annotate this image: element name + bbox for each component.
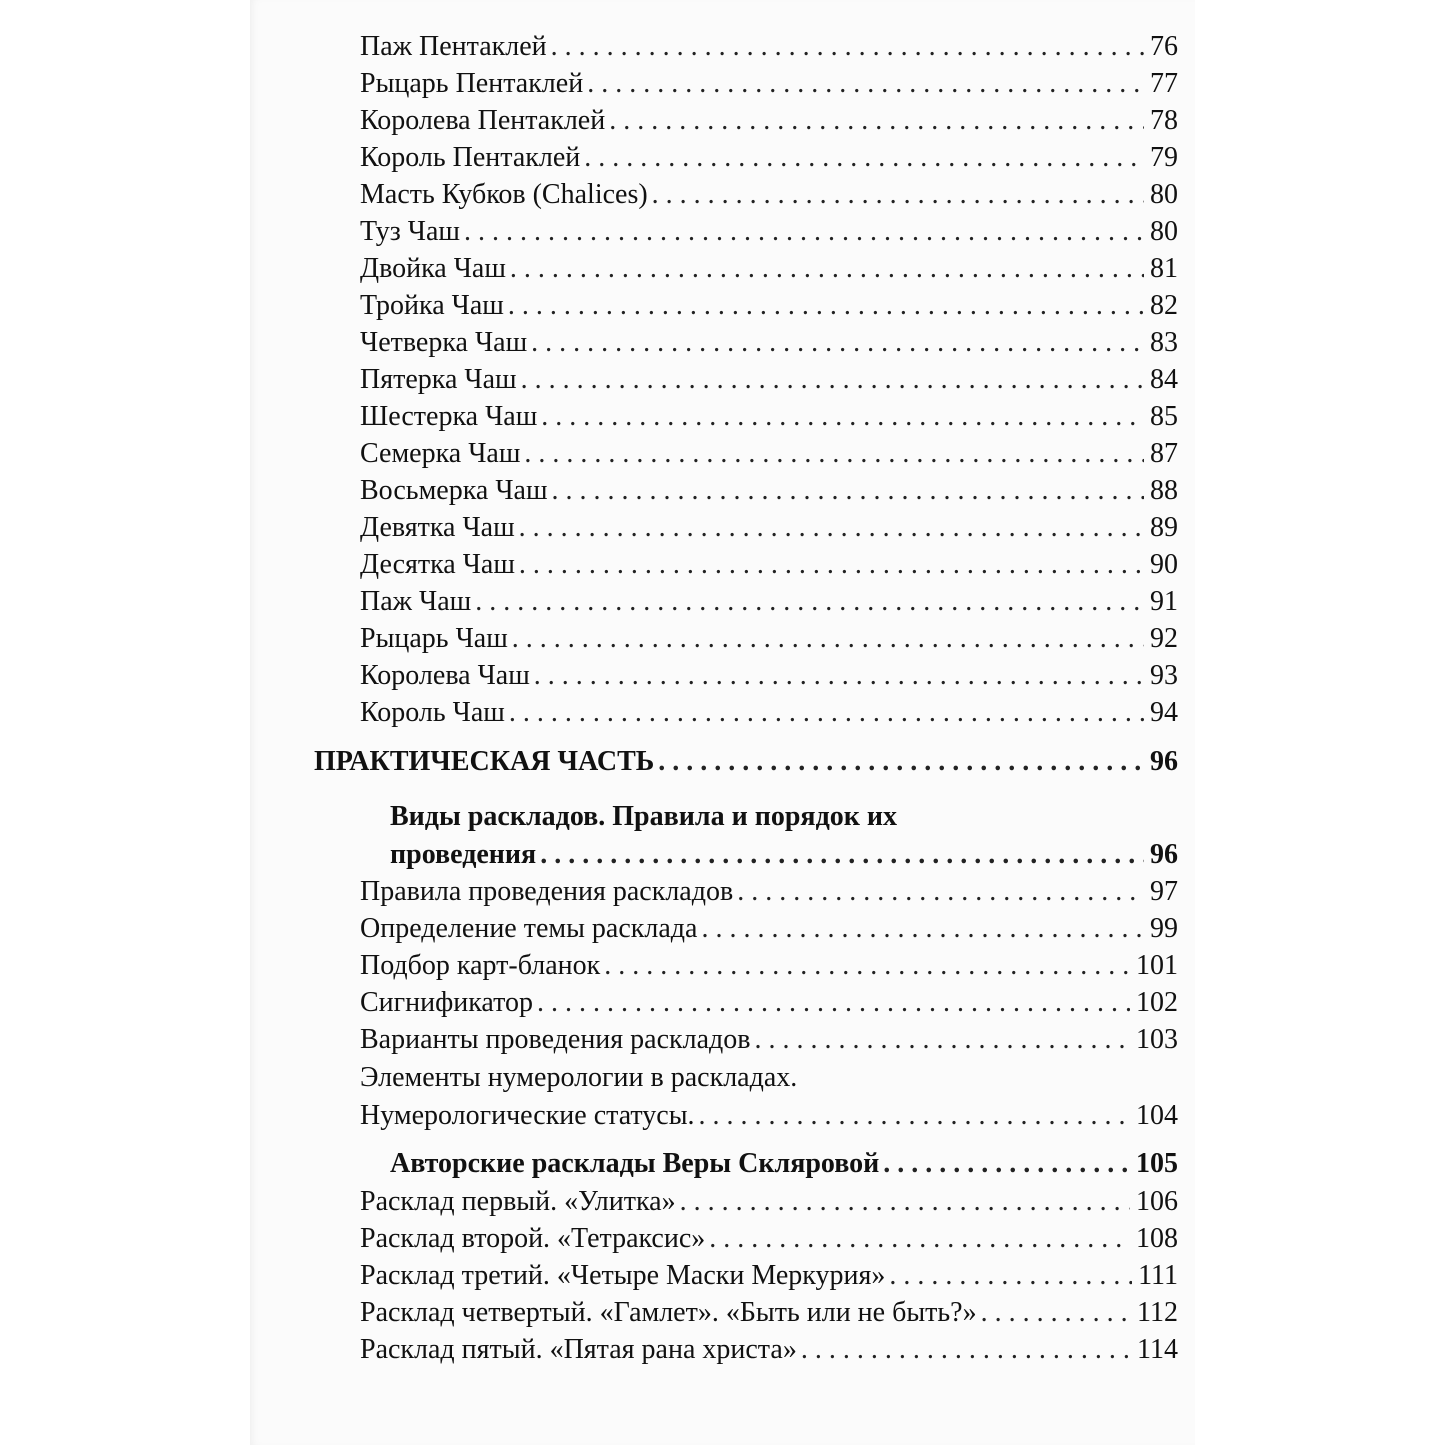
dot-leader	[536, 838, 1144, 872]
toc-entry	[360, 585, 1178, 619]
toc-entry	[360, 1222, 1178, 1256]
dot-leader	[515, 511, 1144, 545]
toc-entry-page: 106	[1136, 1186, 1178, 1217]
toc-entry	[360, 252, 1178, 286]
toc-entry	[360, 289, 1178, 323]
toc-part-heading	[314, 745, 1178, 779]
toc-entry-page: 89	[1150, 512, 1178, 543]
dot-leader	[508, 622, 1144, 656]
toc-entry-page: 90	[1150, 549, 1178, 580]
toc-entry-label: Расклад второй. «Тетраксис»	[360, 1223, 706, 1254]
toc-entry	[360, 178, 1178, 212]
toc-entry-page: 84	[1150, 364, 1178, 395]
dot-leader	[733, 875, 1144, 909]
toc-entry-page: 92	[1150, 623, 1178, 654]
toc-entry-page: 76	[1150, 31, 1178, 62]
dot-leader	[515, 548, 1144, 582]
toc-entry	[360, 511, 1178, 545]
toc-entry-label: Правила проведения раскладов	[360, 876, 734, 907]
toc-entry-label: Королева Чаш	[360, 660, 530, 691]
toc-entry-page: 94	[1150, 697, 1178, 728]
toc-entry	[360, 437, 1178, 471]
toc-entry-page: 87	[1150, 438, 1178, 469]
toc-entry-page: 81	[1150, 253, 1178, 284]
toc-entry-page: 78	[1150, 105, 1178, 136]
toc-entry-line1	[360, 1061, 1178, 1095]
toc-entry-page: 85	[1150, 401, 1178, 432]
book-page	[250, 0, 1195, 1445]
dot-leader	[537, 400, 1144, 434]
toc-entry	[360, 912, 1178, 946]
toc-entry-page: 108	[1136, 1223, 1178, 1254]
dot-leader	[648, 178, 1144, 212]
dot-leader	[548, 474, 1144, 508]
toc-entry-label: Паж Чаш	[360, 586, 472, 617]
toc-entry-label: Определение темы расклада	[360, 913, 698, 944]
dot-leader	[977, 1296, 1131, 1330]
dot-leader	[520, 437, 1144, 471]
toc-entry-label: Десятка Чаш	[360, 549, 515, 580]
toc-entry	[360, 1259, 1178, 1293]
toc-entry-page: 80	[1150, 179, 1178, 210]
dot-leader	[471, 585, 1144, 619]
section-page: 96	[1150, 839, 1178, 870]
dot-leader	[797, 1333, 1131, 1367]
toc-entry	[360, 474, 1178, 508]
toc-entry	[360, 215, 1178, 249]
toc-entry-label: Подбор карт-бланок	[360, 950, 601, 981]
toc-entry	[360, 67, 1178, 101]
toc-entry	[360, 1296, 1178, 1330]
toc-entry-page: 88	[1150, 475, 1178, 506]
toc-entry-label: Четверка Чаш	[360, 327, 528, 358]
dot-leader	[460, 215, 1144, 249]
toc-entry-label: Расклад третий. «Четыре Маски Меркурия»	[360, 1260, 886, 1291]
toc-entry-label: Варианты проведения раскладов	[360, 1024, 751, 1055]
toc-entry	[360, 363, 1178, 397]
section-title-line2: проведения	[390, 839, 537, 870]
toc-entry	[360, 104, 1178, 138]
toc-entry-page: 82	[1150, 290, 1178, 321]
toc-entry-page: 80	[1150, 216, 1178, 247]
dot-leader	[885, 1259, 1132, 1293]
toc-entry	[360, 548, 1178, 582]
toc-entry-label: Туз Чаш	[360, 216, 460, 247]
toc-entry-label: Тройка Чаш	[360, 290, 504, 321]
toc-entry-label: Восьмерка Чаш	[360, 475, 548, 506]
part-page: 96	[1150, 746, 1178, 777]
toc-entry-label: Двойка Чаш	[360, 253, 506, 284]
dot-leader	[505, 696, 1144, 730]
toc-entry-page: 97	[1150, 876, 1178, 907]
toc-entry-page: 112	[1137, 1297, 1178, 1328]
toc-entry-label: Масть Кубков (Chalices)	[360, 179, 648, 210]
dot-leader	[676, 1185, 1130, 1219]
toc-entry-page: 101	[1136, 950, 1178, 981]
toc-entry-page: 93	[1150, 660, 1178, 691]
dot-leader	[547, 30, 1144, 64]
toc-entry-page: 102	[1136, 987, 1178, 1018]
dot-leader	[600, 949, 1130, 983]
dot-leader	[695, 1099, 1130, 1133]
dot-leader	[751, 1023, 1131, 1057]
section-page: 105	[1136, 1148, 1178, 1179]
toc-entry	[360, 696, 1178, 730]
toc-section-heading-line1	[360, 800, 1178, 834]
toc-entry-label: Рыцарь Чаш	[360, 623, 508, 654]
dot-leader	[879, 1147, 1130, 1181]
toc-entry	[360, 1333, 1178, 1367]
toc-entry-label: Шестерка Чаш	[360, 401, 538, 432]
toc-entry	[360, 622, 1178, 656]
toc-entry	[360, 141, 1178, 175]
toc-entry-label: Король Пентаклей	[360, 142, 581, 173]
toc-entry-label: Рыцарь Пентаклей	[360, 68, 584, 99]
dot-leader	[583, 67, 1144, 101]
dot-leader	[705, 1222, 1130, 1256]
toc-entry-page: 77	[1150, 68, 1178, 99]
dot-leader	[580, 141, 1144, 175]
toc-entry-label: Король Чаш	[360, 697, 505, 728]
toc-entry-page: 91	[1150, 586, 1178, 617]
toc-entry-page: 114	[1137, 1334, 1178, 1365]
toc-section-heading	[360, 1147, 1178, 1181]
toc-entry	[360, 986, 1178, 1020]
toc-entry-label: Сигнификатор	[360, 987, 533, 1018]
toc-entry-label: Нумерологические статусы.	[360, 1100, 695, 1131]
toc-entry-label: Расклад первый. «Улитка»	[360, 1186, 676, 1217]
toc-entry-label: Девятка Чаш	[360, 512, 515, 543]
dot-leader	[654, 745, 1144, 779]
section-title: Авторские расклады Веры Скляровой	[390, 1148, 880, 1179]
toc-entry	[360, 1185, 1178, 1219]
toc-entry	[360, 875, 1178, 909]
toc-entry-page: 79	[1150, 142, 1178, 173]
section-title-line1: Виды раскладов. Правила и порядок их	[390, 801, 897, 832]
toc-entry-label: Королева Пентаклей	[360, 105, 606, 136]
toc-entry	[360, 659, 1178, 693]
table-of-contents	[250, 0, 1195, 1445]
dot-leader	[530, 659, 1144, 693]
toc-entry-page: 99	[1150, 913, 1178, 944]
toc-entry-label: Расклад пятый. «Пятая рана христа»	[360, 1334, 797, 1365]
toc-entry	[360, 1023, 1178, 1057]
part-title: ПРАКТИЧЕСКАЯ ЧАСТЬ	[314, 746, 655, 777]
toc-entry-label: Элементы нумерологии в раскладах.	[360, 1062, 798, 1093]
dot-leader	[517, 363, 1144, 397]
toc-entry-label: Семерка Чаш	[360, 438, 521, 469]
toc-entry-label: Расклад четвертый. «Гамлет». «Быть или не быть?»	[360, 1297, 977, 1328]
toc-entry-page: 111	[1138, 1260, 1178, 1291]
toc-entry	[360, 949, 1178, 983]
dot-leader	[697, 912, 1144, 946]
toc-entry	[360, 400, 1178, 434]
dot-leader	[506, 252, 1144, 286]
toc-entry-label: Паж Пентаклей	[360, 31, 547, 62]
toc-entry	[360, 1099, 1178, 1133]
dot-leader	[605, 104, 1144, 138]
toc-section-heading	[360, 838, 1178, 872]
toc-entry	[360, 30, 1178, 64]
toc-entry	[360, 326, 1178, 360]
toc-entry-page: 104	[1136, 1100, 1178, 1131]
dot-leader	[527, 326, 1144, 360]
dot-leader	[504, 289, 1144, 323]
toc-entry-page: 83	[1150, 327, 1178, 358]
dot-leader	[533, 986, 1130, 1020]
toc-entry-label: Пятерка Чаш	[360, 364, 517, 395]
toc-entry-page: 103	[1136, 1024, 1178, 1055]
